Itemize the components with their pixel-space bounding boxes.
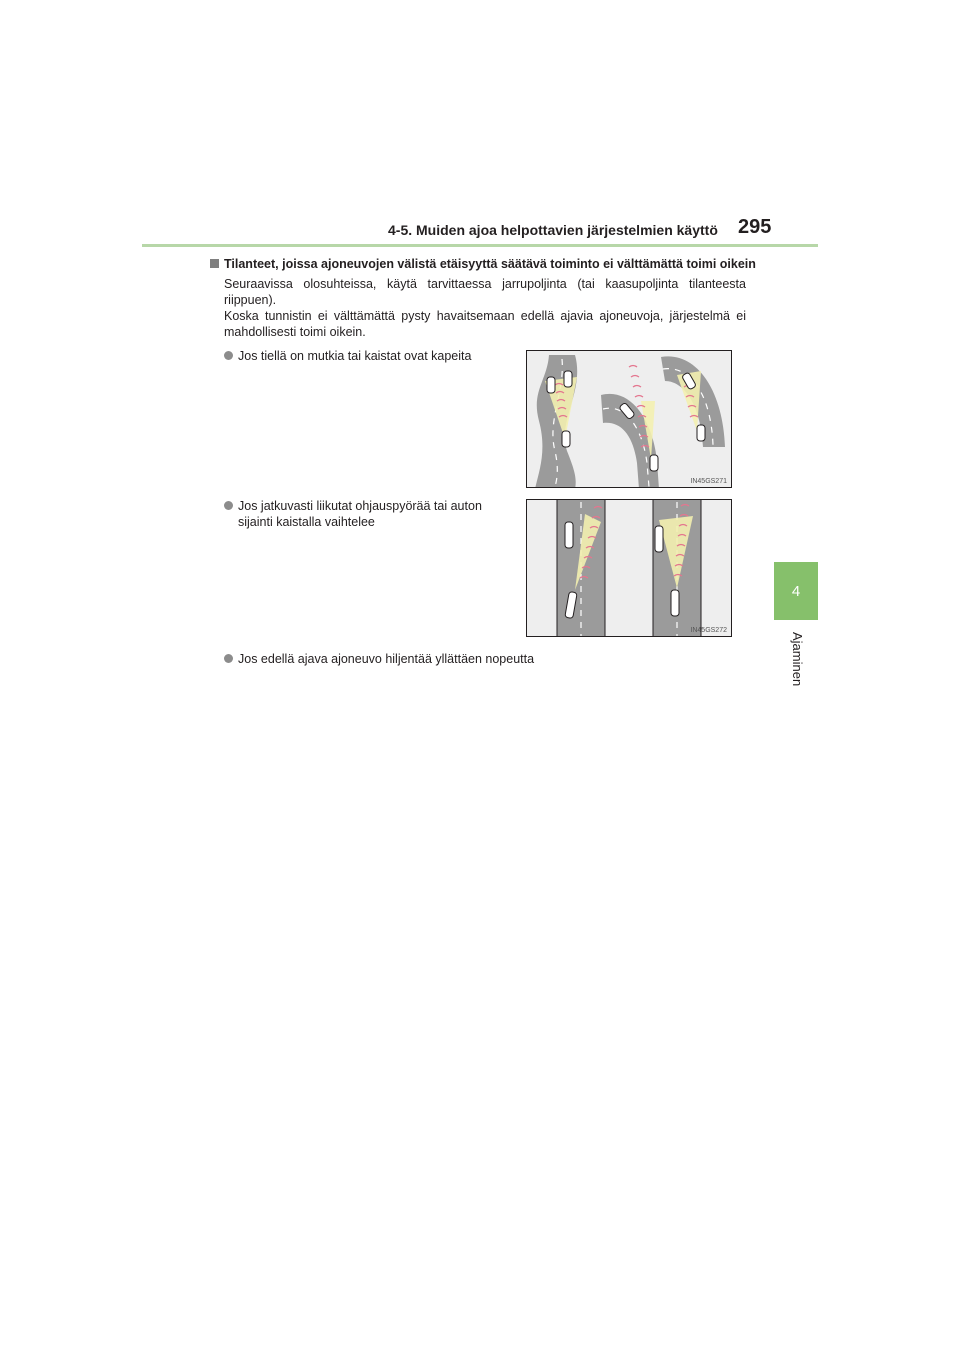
header-rule	[142, 244, 818, 247]
bullet-item	[224, 498, 514, 530]
figure-curved-roads	[526, 350, 732, 488]
figure-lane-position	[526, 499, 732, 637]
paragraph: Seuraavissa olosuhteissa, käytä tarvittaessa jarrupoljinta (tai kaasupoljinta tilanteesta riippuen).	[224, 277, 746, 307]
chapter-tab: 4	[774, 562, 818, 620]
chapter-label: Ajaminen	[790, 632, 805, 687]
bullet-text: Jos tiellä on mutkia tai kaistat ovat kapeita	[238, 349, 472, 363]
bullet-text: Jos jatkuvasti liikutat ohjauspyörää tai auton	[238, 499, 482, 513]
bullet-dot-icon	[224, 654, 233, 663]
curved-road-radar-illustration-icon	[527, 351, 732, 488]
section-heading-text: Tilanteet, joissa ajoneuvojen välistä etäisyyttä säätävä toiminto ei välttämättä toimi oikein	[224, 257, 756, 271]
bullet-text: Jos edellä ajava ajoneuvo hiljentää yllättäen nopeutta	[238, 652, 535, 666]
figure-code: IN45GS271	[690, 478, 727, 485]
lane-position-radar-illustration-icon	[527, 500, 732, 637]
bullet-item	[224, 651, 644, 667]
bullet-text-continued: sijainti kaistalla vaihtelee	[238, 515, 375, 529]
section-heading	[210, 257, 756, 271]
paragraph: Koska tunnistin ei välttämättä pysty havaitsemaan edellä ajavia ajoneuvoja, järjestelmä ei mahdollisesti toimi oikein.	[224, 309, 746, 339]
bullet-item	[224, 348, 514, 364]
bullet-dot-icon	[224, 351, 233, 360]
square-bullet-icon	[210, 259, 219, 268]
section-body	[224, 276, 746, 340]
bullet-dot-icon	[224, 501, 233, 510]
running-header: 4-5. Muiden ajoa helpottavien järjestelmien käyttö	[388, 222, 718, 238]
page-number: 295	[738, 216, 772, 238]
figure-code: IN45GS272	[690, 627, 727, 634]
